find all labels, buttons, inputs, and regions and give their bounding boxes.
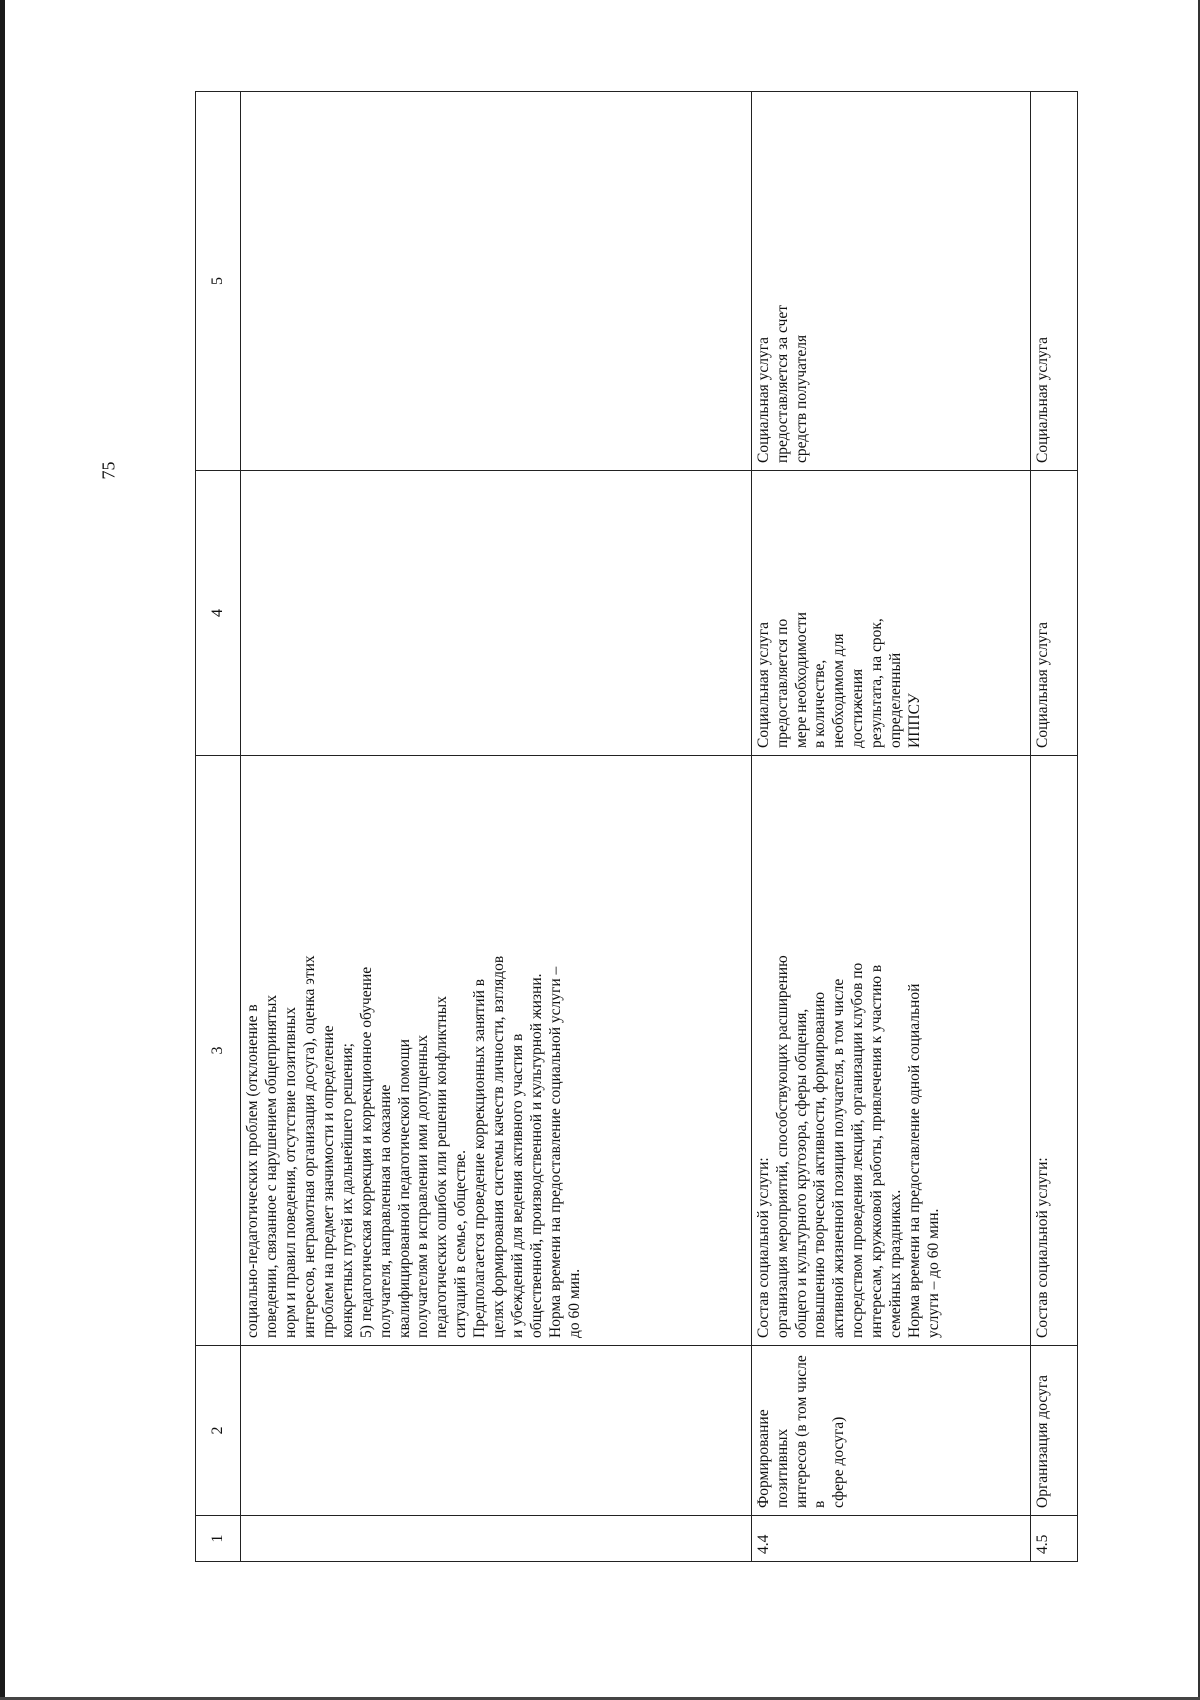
rotated-page bbox=[195, 92, 1078, 1562]
service-name bbox=[241, 1346, 751, 1516]
header-col-3: 3 bbox=[196, 756, 241, 1346]
service-name: Формирование позитивных интересов (в том числе в сфере досуга) bbox=[751, 1346, 1030, 1516]
service-periodicity: Социальная услуга bbox=[1030, 471, 1077, 756]
page-number: 75 bbox=[98, 461, 119, 480]
services-table bbox=[195, 91, 1078, 1562]
service-periodicity bbox=[241, 471, 751, 756]
scan-edge-left bbox=[0, 0, 5, 1700]
service-content: Состав социальной услуги: организация мероприятий, способствующих расширению общего и культурного кругозора, сферы общения, повышению творческой активности, формированию активной жизненной позиции получателя, в том числе посредством проведения лекций, организации клубов по интересам, кружковой работы, привлечения к участию в семейных праздниках. Норма времени на предоставление одной социальной услуги – до 60 мин. bbox=[751, 756, 1030, 1346]
table-row bbox=[241, 92, 751, 1562]
row-number bbox=[241, 1516, 751, 1562]
header-col-2: 2 bbox=[196, 1346, 241, 1516]
header-col-5: 5 bbox=[196, 92, 241, 471]
header-row bbox=[196, 92, 241, 1562]
service-payment: Социальная услуга bbox=[1030, 92, 1077, 471]
service-periodicity: Социальная услуга предоставляется по мере необходимости в количестве, необходимом для достижения результата, на срок, определенный ИППСУ bbox=[751, 471, 1030, 756]
header-col-1: 1 bbox=[196, 1516, 241, 1562]
row-number: 4.5 bbox=[1030, 1516, 1077, 1562]
table-row bbox=[1030, 92, 1077, 1562]
table-row bbox=[751, 92, 1030, 1562]
header-col-4: 4 bbox=[196, 471, 241, 756]
service-name: Организация досуга bbox=[1030, 1346, 1077, 1516]
service-content: Состав социальной услуги: bbox=[1030, 756, 1077, 1346]
row-number: 4.4 bbox=[751, 1516, 1030, 1562]
service-content: социально-педагогических проблем (отклонение в поведении, связанное с нарушением общепринятых норм и правил поведения, отсутствие позитивных интересов, неграмотная организация досуга), оценка этих проблем на предмет значимости и определение конкретных путей их дальнейшего решения; 5) педагогическая коррекция и коррекционное обучение получателя, направленная на оказание квалифицированной педагогической помощи получателям в исправлении ими допущенных педагогических ошибок или решении конфликтных ситуаций в семье, обществе. Предполагается проведение коррекционных занятий в целях формирования системы качеств личности, взглядов и убеждений для ведения активного участия в общественной, производственной и культурной жизни. Норма времени на предоставление социальной услуги – до 60 мин. bbox=[241, 756, 751, 1346]
service-payment: Социальная услуга предоставляется за счет средств получателя bbox=[751, 92, 1030, 471]
service-payment bbox=[241, 92, 751, 471]
